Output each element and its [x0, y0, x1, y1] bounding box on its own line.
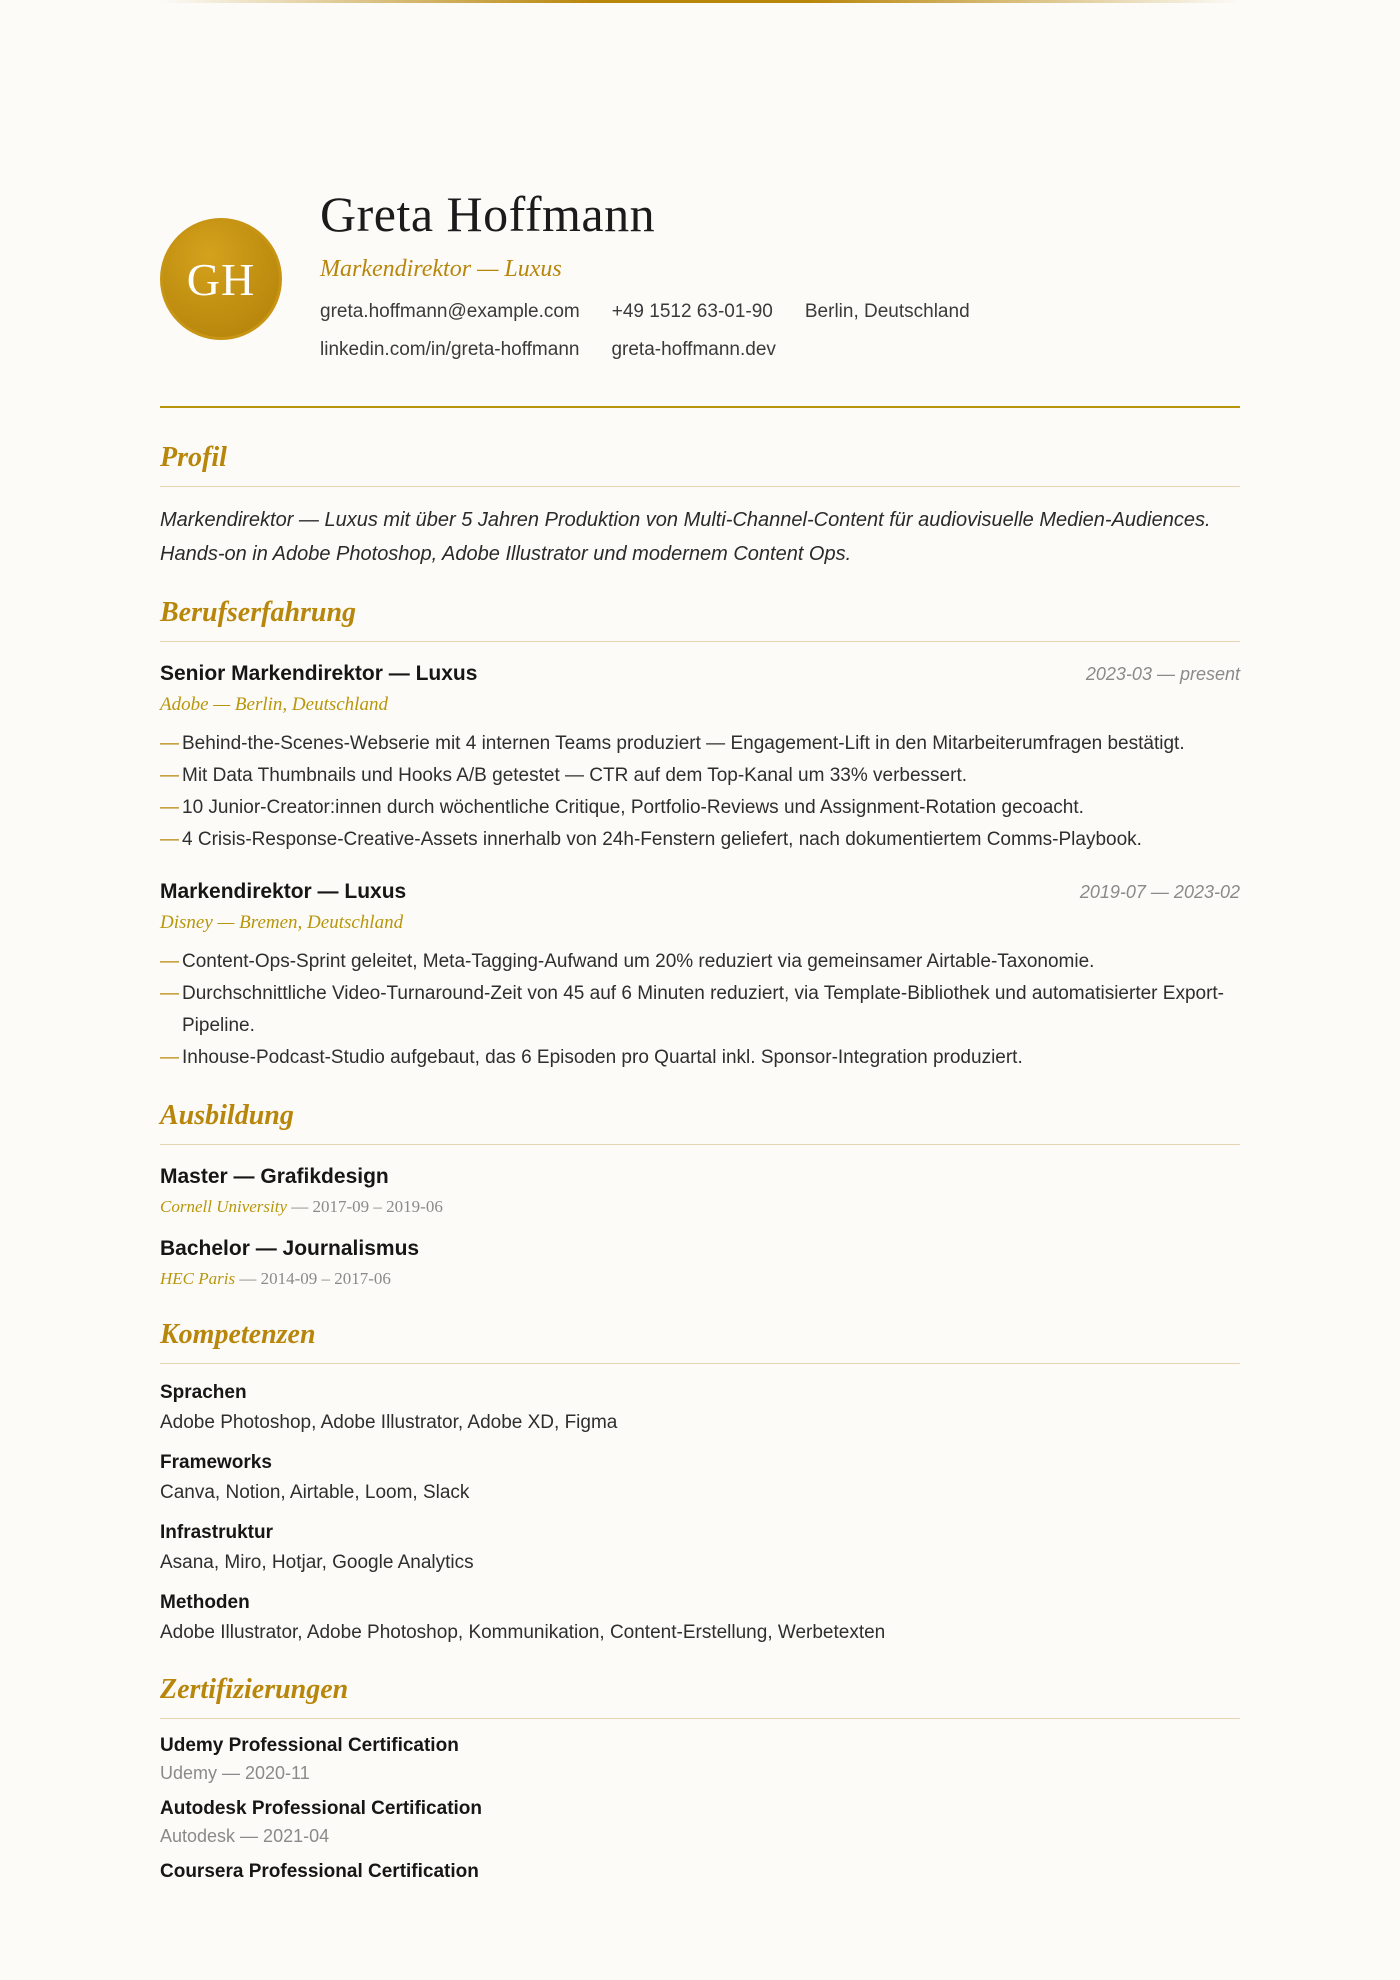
resume-header	[160, 0, 1240, 410]
education-meta	[160, 1269, 1240, 1289]
job-bullet	[160, 946, 1240, 978]
certification-meta: Autodesk — 2021-04	[160, 1826, 330, 1846]
contact-phone[interactable]: +49 1512 63-01-90	[611, 301, 773, 322]
dash-icon: —	[160, 765, 179, 786]
job-title: Markendirektor — Luxus	[160, 880, 407, 903]
skill-group	[160, 1452, 1240, 1504]
job-entry	[160, 662, 1240, 856]
skill-group-label: Methoden	[160, 1592, 250, 1613]
dash-icon: —	[160, 983, 179, 1004]
job-title: Senior Markendirektor — Luxus	[160, 662, 478, 685]
skill-group-items: Adobe Photoshop, Adobe Illustrator, Adobe XD, Figma	[160, 1412, 618, 1433]
resume-page	[160, 0, 1240, 1889]
job-bullet-text: Inhouse-Podcast-Studio aufgebaut, das 6 Episoden pro Quartal inkl. Sponsor-Integration produziert.	[182, 1047, 1023, 1068]
skill-group	[160, 1592, 1240, 1644]
education-dates: — 2014-09 – 2017-06	[235, 1269, 391, 1288]
profile-summary: Markendirektor — Luxus mit über 5 Jahren Produktion von Multi-Channel-Content für audiovisuelle Medien-Audiences. Hands-on in Adobe Photoshop, Adobe Illustrator und modernem Content Ops.	[160, 509, 1211, 565]
skill-group	[160, 1522, 1240, 1574]
certifications-section	[160, 1674, 1240, 1883]
profile-section	[160, 442, 1240, 571]
dash-icon: —	[160, 829, 179, 850]
contact-row-secondary	[320, 339, 970, 361]
education-meta	[160, 1197, 1240, 1217]
skill-group	[160, 1382, 1240, 1434]
dash-icon: —	[160, 797, 179, 818]
job-bullet	[160, 1042, 1240, 1074]
education-degree: Master — Grafikdesign	[160, 1165, 389, 1188]
dash-icon: —	[160, 1047, 179, 1068]
contact-email[interactable]: greta.hoffmann@example.com	[320, 301, 580, 322]
section-title-skills: Kompetenzen	[160, 1319, 1240, 1364]
skill-group-items: Asana, Miro, Hotjar, Google Analytics	[160, 1552, 474, 1573]
job-bullet-text: 4 Crisis-Response-Creative-Assets innerhalb von 24h-Fenstern geliefert, nach dokumentiertem Comms-Playbook.	[182, 829, 1142, 850]
job-bullet-text: 10 Junior-Creator:innen durch wöchentliche Critique, Portfolio-Reviews und Assignment-Rotation gecoacht.	[182, 797, 1084, 818]
certification-meta: Udemy — 2020-11	[160, 1763, 310, 1783]
job-entry	[160, 880, 1240, 1074]
skill-group-label: Infrastruktur	[160, 1522, 273, 1543]
contact-location: Berlin, Deutschland	[804, 301, 970, 322]
certification-entry	[160, 1735, 1240, 1784]
education-section	[160, 1100, 1240, 1289]
experience-section	[160, 597, 1240, 1074]
job-organization: Disney — Bremen, Deutschland	[160, 912, 404, 933]
job-bullet	[160, 728, 1240, 760]
certification-name: Autodesk Professional Certification	[160, 1798, 483, 1819]
job-bullet	[160, 824, 1240, 856]
certification-entry	[160, 1861, 1240, 1883]
certification-entry	[160, 1798, 1240, 1847]
dash-icon: —	[160, 733, 179, 754]
certification-name: Udemy Professional Certification	[160, 1735, 459, 1756]
education-school: Cornell University	[160, 1197, 288, 1216]
job-bullet-text: Behind-the-Scenes-Webserie mit 4 internen Teams produziert — Engagement-Lift in den Mitarbeiterumfragen bestätigt.	[182, 733, 1185, 754]
job-bullet	[160, 792, 1240, 824]
job-bullet	[160, 760, 1240, 792]
education-entry	[160, 1237, 1240, 1289]
section-title-certifications: Zertifizierungen	[160, 1674, 1240, 1719]
certification-name: Coursera Professional Certification	[160, 1861, 479, 1882]
avatar	[160, 218, 282, 340]
job-header	[160, 880, 1240, 904]
job-dates: 2019-07 — 2023-02	[1079, 882, 1240, 902]
candidate-name: Greta Hoffmann	[320, 186, 656, 242]
job-bullet	[160, 978, 1240, 1042]
job-bullets	[160, 728, 1240, 856]
skill-group-label: Sprachen	[160, 1382, 247, 1403]
job-header	[160, 662, 1240, 686]
identity-block	[320, 184, 970, 361]
job-bullet-text: Content-Ops-Sprint geleitet, Meta-Tagging-Aufwand um 20% reduziert via gemeinsamer Airtable-Taxonomie.	[182, 951, 1095, 972]
job-bullet-text: Mit Data Thumbnails und Hooks A/B getestet — CTR auf dem Top-Kanal um 33% verbessert.	[182, 765, 968, 786]
education-school: HEC Paris	[160, 1269, 236, 1288]
education-dates: — 2017-09 – 2019-06	[287, 1197, 443, 1216]
job-dates: 2023-03 — present	[1085, 664, 1240, 684]
skill-group-items: Adobe Illustrator, Adobe Photoshop, Kommunikation, Content-Erstellung, Werbetexten	[160, 1622, 886, 1643]
job-bullets	[160, 946, 1240, 1074]
contact-website[interactable]: greta-hoffmann.dev	[611, 339, 776, 360]
job-bullet-text: Durchschnittliche Video-Turnaround-Zeit von 45 auf 6 Minuten reduziert, via Template-Bibliothek und automatisierter Export-Pipeline.	[182, 983, 1225, 1036]
section-title-experience: Berufserfahrung	[160, 597, 1240, 642]
job-organization: Adobe — Berlin, Deutschland	[160, 694, 388, 715]
skill-group-items: Canva, Notion, Airtable, Loom, Slack	[160, 1482, 470, 1503]
avatar-initials: GH	[186, 253, 256, 305]
skill-group-label: Frameworks	[160, 1452, 272, 1473]
contact-linkedin[interactable]: linkedin.com/in/greta-hoffmann	[320, 339, 580, 360]
header-divider	[160, 406, 1240, 408]
section-title-profile: Profil	[160, 442, 1240, 487]
candidate-headline: Markendirektor — Luxus	[320, 256, 562, 282]
education-entry	[160, 1165, 1240, 1217]
dash-icon: —	[160, 951, 179, 972]
contact-row-primary	[320, 301, 970, 323]
education-degree: Bachelor — Journalismus	[160, 1237, 420, 1260]
skills-section	[160, 1319, 1240, 1644]
section-title-education: Ausbildung	[160, 1100, 1240, 1145]
